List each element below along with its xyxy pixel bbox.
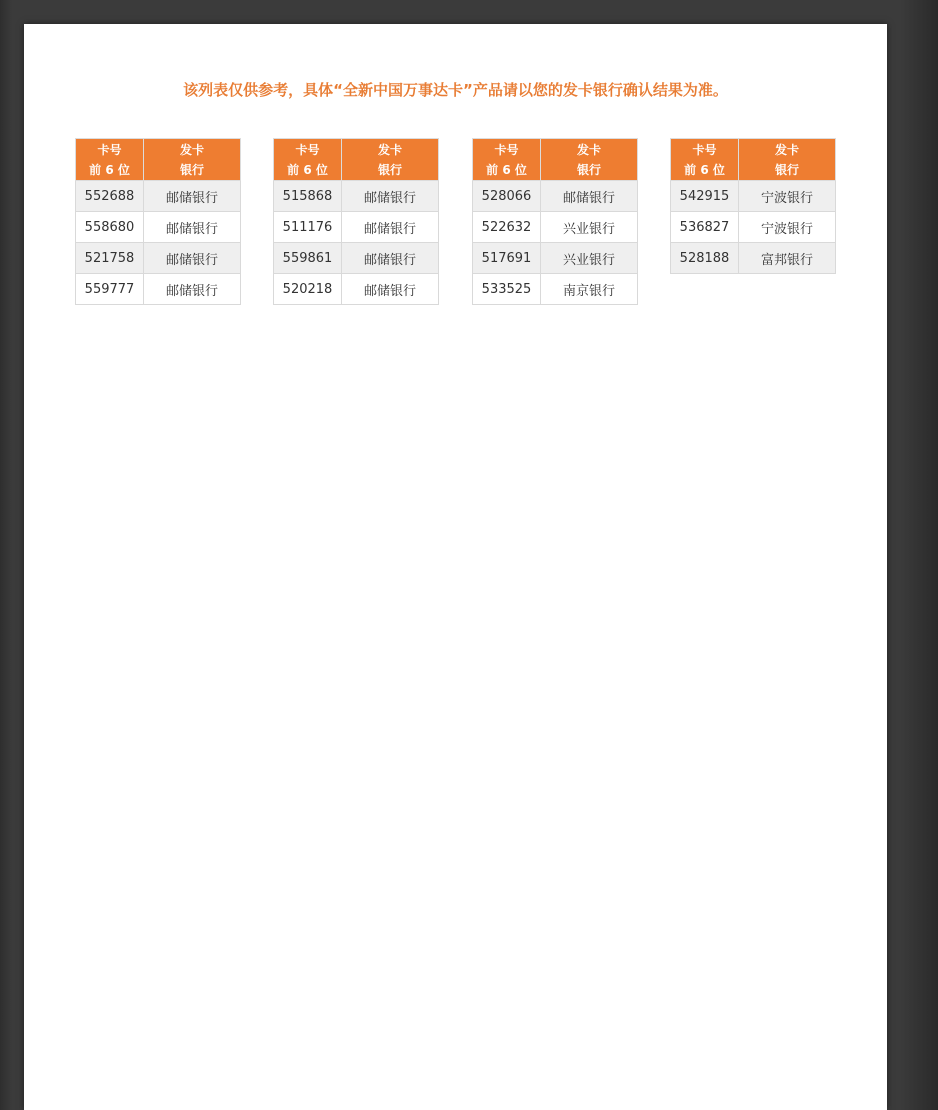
bin-cell: 522632 (473, 212, 541, 243)
header-bin-line2: 前 6 位 (89, 162, 130, 177)
bin-table-2 (273, 138, 439, 305)
table-header-row (671, 139, 836, 181)
bin-cell: 528188 (671, 243, 739, 274)
header-issuing-bank (144, 139, 241, 181)
table-header-row (274, 139, 439, 181)
header-card-bin (274, 139, 342, 181)
header-card-bin (473, 139, 541, 181)
table-row (76, 243, 241, 274)
bank-cell: 邮储银行 (541, 181, 638, 212)
table-row (473, 212, 638, 243)
bin-cell: 558680 (76, 212, 144, 243)
bin-cell: 517691 (473, 243, 541, 274)
table-row (671, 243, 836, 274)
table-row (76, 181, 241, 212)
bin-table-4 (670, 138, 836, 274)
bank-cell: 富邦银行 (739, 243, 836, 274)
bin-cell: 542915 (671, 181, 739, 212)
header-bin-line2: 前 6 位 (287, 162, 328, 177)
table-row (274, 274, 439, 305)
bin-cell: 559777 (76, 274, 144, 305)
bin-cell: 521758 (76, 243, 144, 274)
bank-cell: 宁波银行 (739, 181, 836, 212)
header-card-bin (671, 139, 739, 181)
header-bank-line2: 银行 (179, 162, 204, 177)
header-bank-line1: 发卡 (377, 142, 402, 157)
bank-cell: 兴业银行 (541, 243, 638, 274)
header-bin-line2: 前 6 位 (486, 162, 527, 177)
bank-cell: 邮储银行 (342, 274, 439, 305)
disclaimer-notice: 该列表仅供参考，具体“全新中国万事达卡”产品请以您的发卡银行确认结果为准。 (183, 81, 728, 99)
bank-cell: 兴业银行 (541, 212, 638, 243)
bin-table-1 (75, 138, 241, 305)
bin-cell: 528066 (473, 181, 541, 212)
table-row (473, 274, 638, 305)
table-row (671, 212, 836, 243)
header-bin-line1: 卡号 (494, 142, 519, 157)
bin-cell: 533525 (473, 274, 541, 305)
header-bank-line1: 发卡 (179, 142, 204, 157)
bank-cell: 邮储银行 (342, 243, 439, 274)
header-issuing-bank (541, 139, 638, 181)
bin-cell: 552688 (76, 181, 144, 212)
header-bin-line1: 卡号 (295, 142, 320, 157)
bank-cell: 邮储银行 (144, 243, 241, 274)
header-card-bin (76, 139, 144, 181)
bin-cell: 520218 (274, 274, 342, 305)
header-bank-line2: 银行 (377, 162, 402, 177)
header-bank-line2: 银行 (774, 162, 799, 177)
table-row (274, 181, 439, 212)
table-header-row (473, 139, 638, 181)
header-bank-line2: 银行 (576, 162, 601, 177)
bin-cell: 515868 (274, 181, 342, 212)
header-bank-line1: 发卡 (576, 142, 601, 157)
bank-cell: 邮储银行 (144, 274, 241, 305)
header-bin-line1: 卡号 (692, 142, 717, 157)
bank-cell: 邮储银行 (144, 212, 241, 243)
table-row (76, 274, 241, 305)
bank-cell: 南京银行 (541, 274, 638, 305)
table-header-row (76, 139, 241, 181)
bin-cell: 511176 (274, 212, 342, 243)
bin-cell: 559861 (274, 243, 342, 274)
header-bin-line1: 卡号 (97, 142, 122, 157)
bank-cell: 邮储银行 (342, 212, 439, 243)
table-row (473, 243, 638, 274)
table-row (76, 212, 241, 243)
bank-cell: 宁波银行 (739, 212, 836, 243)
header-bank-line1: 发卡 (774, 142, 799, 157)
document-page (24, 24, 887, 1110)
header-issuing-bank (739, 139, 836, 181)
bank-cell: 邮储银行 (342, 181, 439, 212)
bin-table-3 (472, 138, 638, 305)
table-row (274, 212, 439, 243)
table-row (671, 181, 836, 212)
table-row (473, 181, 638, 212)
header-bin-line2: 前 6 位 (684, 162, 725, 177)
header-issuing-bank (342, 139, 439, 181)
bin-cell: 536827 (671, 212, 739, 243)
bank-cell: 邮储银行 (144, 181, 241, 212)
table-row (274, 243, 439, 274)
